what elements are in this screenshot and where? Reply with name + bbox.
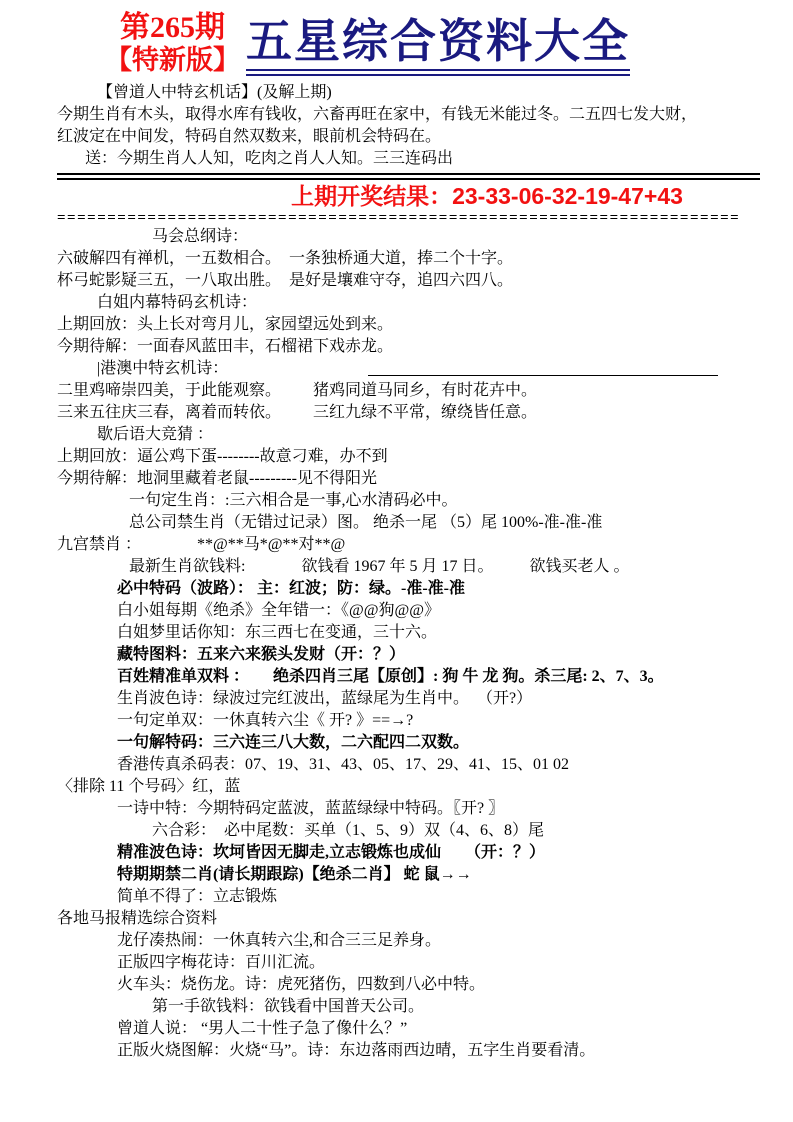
text-line-with-rule bbox=[57, 358, 767, 380]
issue-number: 第265期 bbox=[120, 11, 225, 44]
edition-label: 【特新版】 bbox=[105, 45, 240, 75]
text-line: 火车头：烧伤龙。诗：虎死猪伤，四数到八必中特。 bbox=[117, 976, 486, 993]
text-line: 精准波色诗：坎坷皆因无脚走,立志锻炼也成仙 （开：？） bbox=[117, 844, 546, 861]
page-title: 五星综合资料大全 bbox=[246, 17, 630, 71]
page-header bbox=[57, 12, 767, 76]
text-line: 最新生肖欲钱料: 欲钱看 1967 年 5 月 17 日。 欲钱买老人 。 bbox=[129, 558, 630, 575]
text-line: 特期期禁二肖(请长期跟踪)【绝杀二肖】 蛇 鼠→→ bbox=[117, 866, 472, 883]
text-line: 送：今期生肖人人知，吃肉之肖人人知。三三连码出 bbox=[85, 150, 454, 167]
text-line: 一句定生肖：:三六相合是一事,心水清码必中。 bbox=[129, 492, 458, 509]
text-line: 今期生肖有木头，取得水库有钱收，六畜再旺在家中，有钱无米能过冬。二五四七发大财， bbox=[57, 106, 698, 123]
text-line: 红波定在中间发，特码自然双数来，眼前机会特码在。 bbox=[57, 128, 442, 145]
text-line: 藏特图料：五来六来猴头发财（开：？） bbox=[117, 646, 406, 663]
text-line: 百姓精准单双料 ： 绝杀四肖三尾【原创】: 狗 牛 龙 狗。杀三尾: 2、7、3。 bbox=[117, 668, 664, 685]
text-line: 总公司禁生肖（无错过记录）图。 绝杀一尾 （5）尾 100%-准-准-准 bbox=[129, 514, 603, 531]
text-line: 杯弓蛇影疑三五，一八取出胜。 是好是壤难守夺，追四六四八。 bbox=[57, 272, 514, 289]
text-line: 一句定单双：一休真转六尘《 开? 》==→? bbox=[117, 712, 414, 729]
horizontal-rule bbox=[368, 375, 718, 376]
text-line: 今期待解：地洞里藏着老鼠---------见不得阳光 bbox=[57, 470, 377, 487]
text-line: 各地马报精选综合资料 bbox=[57, 910, 218, 927]
text-line: 二里鸡啼崇四美，于此能观察。 猪鸡同道马同乡，有时花卉中。 bbox=[57, 382, 538, 399]
double-rule-divider bbox=[57, 173, 760, 180]
text-line: 必中特码（波路）： 主：红波；防：绿。-准-准-准 bbox=[117, 580, 465, 597]
text-line: 上期回放：逼公鸡下蛋--------故意刁难，办不到 bbox=[57, 448, 388, 465]
text-line: 白小姐每期《绝杀》全年错一：《@@狗@@》 bbox=[117, 602, 440, 619]
text-line: 六破解四有禅机，一五数相合。 一条独桥通大道，捧二个十字。 bbox=[57, 250, 514, 267]
text-line: 第一手欲钱料：欲钱看中国普天公司。 bbox=[152, 998, 425, 1015]
text-line: 〈排除 11 个号码〉红，蓝 bbox=[57, 778, 241, 795]
text-line: 一句解特码：三六连三八大数，二六配四二双数。 bbox=[117, 734, 470, 751]
text-line: 正版火烧图解：火烧“马”。诗：东边落雨西边晴，五字生肖要看清。 bbox=[117, 1042, 596, 1059]
last-draw-result: 上期开奖结果：23-33-06-32-19-47+43 bbox=[291, 183, 683, 209]
text-line: 香港传真杀码表：07、19、31、43、05、17、29、41、15、01 02 bbox=[117, 756, 570, 773]
text-line: 龙仔凑热闹：一休真转六尘,和合三三足养身。 bbox=[117, 932, 442, 949]
text-line: 六合彩： 必中尾数：买单（1、5、9）双（4、6、8）尾 bbox=[152, 822, 545, 839]
page-title-underline bbox=[246, 17, 630, 76]
text-line: 歇后语大竞猜 ： bbox=[97, 426, 214, 443]
header-issue-block bbox=[105, 12, 240, 76]
text-line: |港澳中特玄机诗： bbox=[97, 360, 229, 377]
text-line: 马会总纲诗： bbox=[152, 228, 249, 245]
text-line: 正版四字梅花诗：百川汇流。 bbox=[117, 954, 326, 971]
text-line: 一诗中特：今期特码定蓝波，蓝蓝绿绿中特码。〖开? 〗 bbox=[117, 800, 505, 817]
text-line: 简单不得了：立志锻炼 bbox=[117, 888, 278, 905]
text-line: 【曾道人中特玄机话】(及解上期) bbox=[97, 84, 332, 101]
text-line: 上期回放：头上长对弯月儿，家园望远处到来。 bbox=[57, 316, 394, 333]
text-line: 九宫禁肖 ： **@**马*@**对**@ bbox=[57, 536, 346, 553]
equals-divider: ==================================================================== bbox=[57, 210, 741, 226]
text-line: 今期待解：一面春风蓝田丰，石榴裙下戏赤龙。 bbox=[57, 338, 394, 355]
text-line: 生肖波色诗：绿波过完红波出，蓝绿尾为生肖中。 （开?） bbox=[117, 690, 533, 707]
text-line: 白姐梦里话你知：东三西七在变通，三十六。 bbox=[117, 624, 438, 641]
text-line: 三来五往庆三春，离着而转依。 三红九绿不平常，缭绕皆任意。 bbox=[57, 404, 538, 421]
text-line: 曾道人说： “男人二十性子急了像什么？” bbox=[117, 1020, 408, 1037]
text-line: 白姐内幕特码玄机诗： bbox=[97, 294, 258, 311]
content-lines bbox=[57, 82, 767, 1062]
